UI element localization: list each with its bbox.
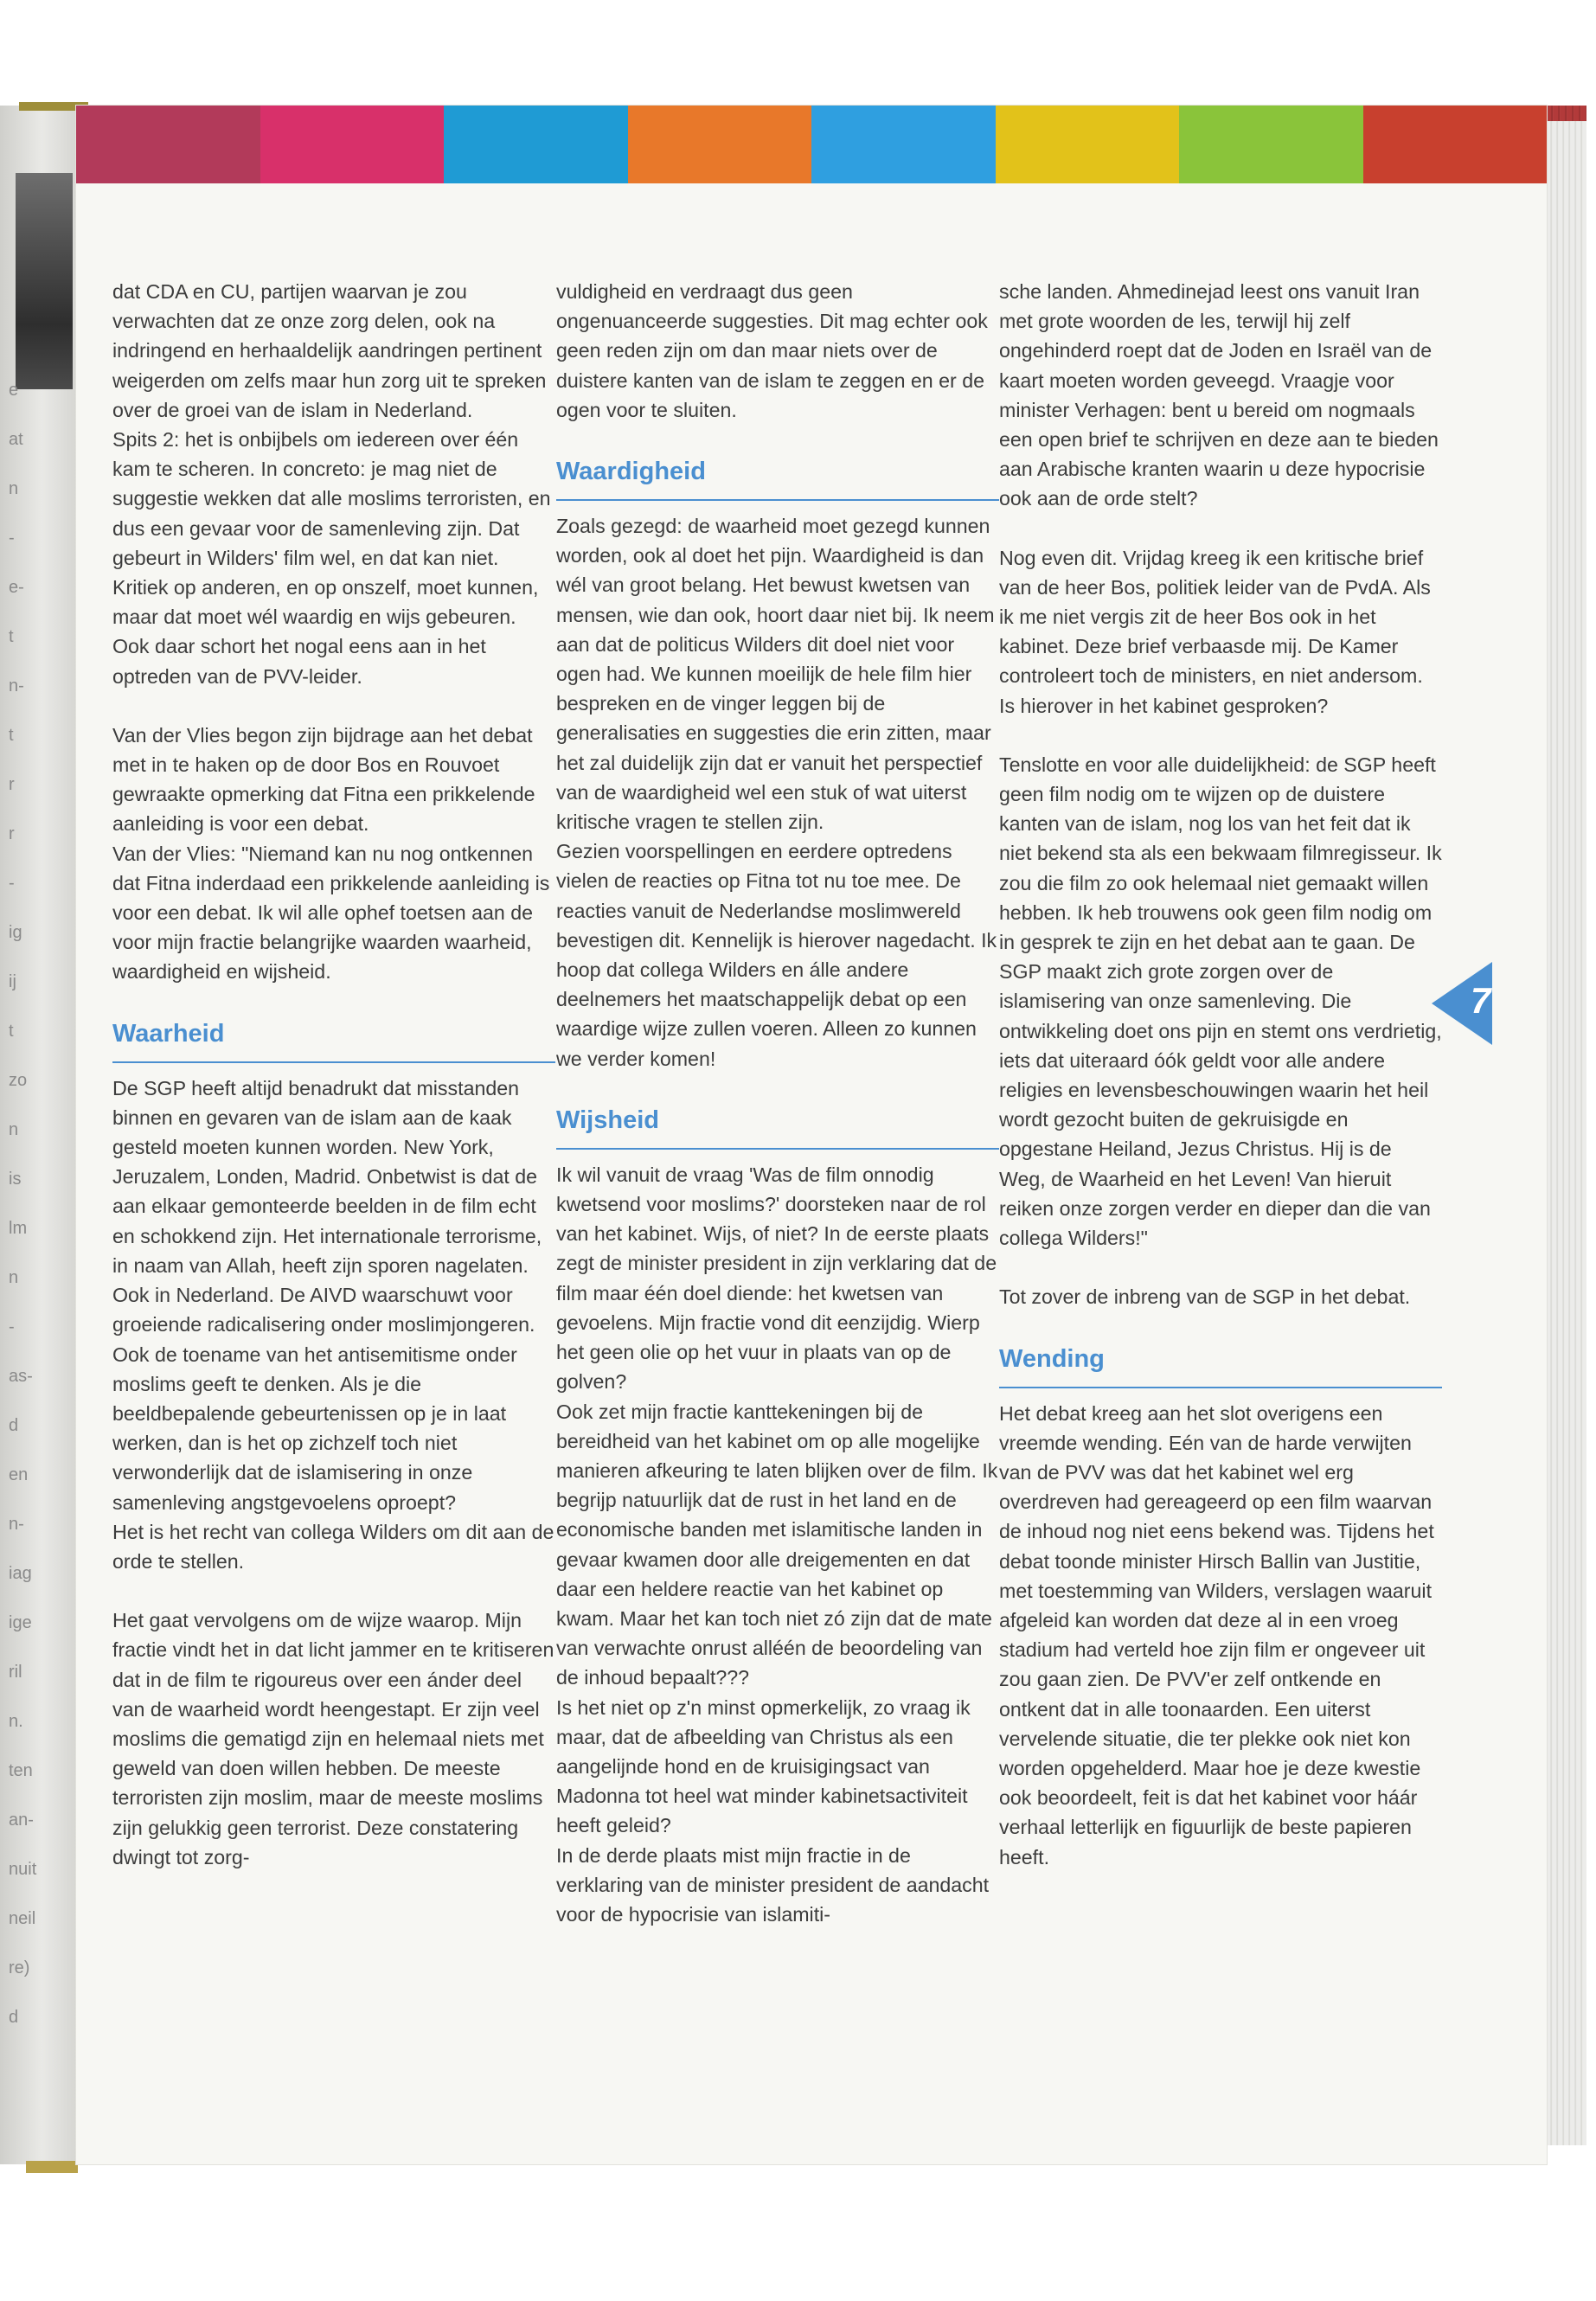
- margin-fragment: ige: [9, 1613, 32, 1632]
- color-strip-segment: [1179, 106, 1363, 183]
- margin-fragment: d: [9, 1416, 19, 1435]
- heading-rule: [112, 1061, 555, 1063]
- color-strip-segment: [811, 106, 996, 183]
- color-strip-segment: [996, 106, 1180, 183]
- margin-fragment: ig: [9, 923, 22, 942]
- paragraph: Het debat kreeg aan het slot overigens een vreemde wending. Eén van de harde verwijten van de PVV was dat het kabinet wel erg overdreven had gereageerd op een film waarvan de inhoud nog niet eens bekend was. Tijdens het debat toonde minister Hirsch Ballin van Justitie, met toestemming van Wilders, verslagen waaruit afgeleid kan worden dat deze al in een vroeg stadium had verteld hoe zijn film er ongeveer uit zou gaan zien. De PVV'er zelf ontkende en ontkent dat in alle toonaarden. Een uiterst vervelende situatie, die ter plekke ook niet kon worden opgehelderd. Maar hoe je deze kwestie ook beoordeelt, feit is dat het kabinet voor háár verhaal letterlijk en figuurlijk de beste papieren heeft.: [999, 1401, 1434, 1868]
- margin-fragment: -: [9, 1317, 15, 1336]
- paragraph: Tot zover de inbreng van de SGP in het debat.: [999, 1285, 1411, 1309]
- color-strip-segment: [260, 106, 445, 183]
- section-heading: Waarheid: [112, 1019, 225, 1048]
- margin-fragment: n.: [9, 1712, 23, 1731]
- paragraph: dat CDA en CU, partijen waarvan je zou verwachten dat ze onze zorg delen, ook na indringend en herhaaldelijk aandringen pertinent weigerden om zelfs maar hun zorg uit te spreken over de groei van de islam in Nederland. Spits 2: het is onbijbels om iedereen over één kam te scheren. In concreto: je mag niet de suggestie wekken dat alle moslims terroristen, en dus een gevaar voor de samenleving zijn. Dat gebeurt in Wilders' film wel, en dat kan niet. Kritiek op anderen, en op onszelf, moet kunnen, maar dat moet wél waardig en wijs gebeuren. Ook daar schort het nogal eens aan in het optreden van de PVV-leider.: [112, 280, 551, 688]
- paragraph: Tenslotte en voor alle duidelijkheid: de SGP heeft geen film nodig om te wijzen op de duistere kanten van de islam, nog los van het feit dat ik niet bekend sta als een bekwaam filmregisseur. Ik zou die film zo ook helemaal niet gemaakt willen hebben. Ik heb trouwens ook geen film nodig om in gesprek te zijn en het debat aan te gaan. De SGP maakt zich grote zorgen over de islamisering van onze samenleving. Die ontwikkeling doet ons pijn en stemt ons verdrietig, iets dat uiteraard óók geldt voor alle andere religies en levensbeschouwingen waarin het heil wordt gezocht buiten de gekruisigde en opgestane Heiland, Jezus Christus. Hij is de Weg, de Waarheid en het Leven! Van hieruit reiken onze zorgen verder en dieper dan die van collega Wilders!": [999, 753, 1442, 1250]
- margin-fragment: lm: [9, 1219, 28, 1238]
- margin-fragment: at: [9, 430, 23, 449]
- margin-fragment: n: [9, 479, 19, 498]
- margin-fragment: e: [9, 381, 19, 400]
- margin-fragment: iag: [9, 1564, 32, 1583]
- page-stack-edge: [1547, 121, 1586, 2145]
- margin-fragment: nuit: [9, 1860, 37, 1879]
- paragraph: Van der Vlies begon zijn bijdrage aan het debat met in te haken op de door Bos en Rouvoet gewraakte opmerking dat Fitna een prikkelende aanleiding is voor een debat. Van der Vlies: "Niemand kan nu nog ontkennen dat Fitna inderdaad een prikkelende aanleiding is voor een debat. Ik wil alle ophef toetsen aan de voor mijn fractie belangrijke waarden waarheid, waardigheid en wijsheid.: [112, 723, 550, 984]
- paragraph: Nog even dit. Vrijdag kreeg ik een kritische brief van de heer Bos, politiek leider van de PvdA. Als ik me niet vergis zit de heer Bos ook in het kabinet. Deze brief verbaasde mij. De Kamer controleert toch de ministers, en niet andersom. Is hierover in het kabinet gesproken?: [999, 546, 1431, 717]
- margin-fragment: e-: [9, 578, 24, 597]
- paragraph: sche landen. Ahmedinejad leest ons vanuit Iran met grote woorden de les, terwijl hij zelf ongehinderd roept dat de Joden en Israël van de kaart moeten worden geveegd. Vraagje voor minister Verhagen: bent u bereid om nogmaals een open brief te schrijven en deze aan te bieden aan Arabische kranten waarin u deze hypocrisie ook aan de orde stelt?: [999, 280, 1439, 510]
- article-column-1: [112, 277, 555, 1901]
- margin-fragment: re): [9, 1958, 30, 1977]
- article-column-3: [999, 277, 1442, 1901]
- margin-fragment: t: [9, 1022, 14, 1041]
- margin-fragment: n-: [9, 1515, 24, 1534]
- margin-fragment: n: [9, 1120, 19, 1139]
- paragraph: Zoals gezegd: de waarheid moet gezegd kunnen worden, ook al doet het pijn. Waardigheid is dan wél van groot belang. Het bewust kwetsen van mensen, wie dan ook, hoort daar niet bij. Ik neem aan dat de politicus Wilders dit doel niet voor ogen had. We kunnen moeilijk de hele film hier bespreken en de vinger leggen bij de generalisaties en suggesties die erin zitten, maar het zal duidelijk zijn dat er vanuit het perspectief van de waardigheid wel een stuk of wat uiterst kritische vragen te stellen zijn. Gezien voorspellingen en eerdere optredens vielen de reacties op Fitna tot nu toe mee. De reacties vanuit de Nederlandse moslimwereld bevestigen dit. Kennelijk is hierover nagedacht. Ik hoop dat collega Wilders en álle andere deelnemers het maatschappelijk debat op een waardige wijze zullen voeren. Alleen zo kunnen we verder komen!: [556, 515, 997, 1070]
- margin-fragment: n: [9, 1268, 19, 1287]
- margin-fragment: ril: [9, 1663, 22, 1682]
- heading-rule: [556, 499, 999, 501]
- color-strip-segment: [628, 106, 812, 183]
- book-cover-edge-bottom: [26, 2161, 78, 2173]
- margin-fragment: -: [9, 529, 15, 548]
- margin-fragment: n-: [9, 676, 24, 695]
- margin-fragment: en: [9, 1465, 29, 1484]
- margin-fragment: t: [9, 627, 14, 646]
- heading-rule: [999, 1387, 1442, 1388]
- section-heading: Waardigheid: [556, 458, 706, 486]
- paragraph: vuldigheid en verdraagt dus geen ongenuanceerde suggesties. Dit mag echter ook geen reden zijn om dan maar niets over de duistere kanten van de islam te zeggen en er de ogen voor te sluiten.: [556, 280, 988, 421]
- paragraph: Het gaat vervolgens om de wijze waarop. Mijn fractie vindt het in dat licht jammer en te kritiseren dat in de film te rigoureus over een ánder deel van de waarheid wordt heengestapt. Er zijn veel moslims die gematigd zijn en helemaal niets met geweld van doen willen hebben. De meeste terroristen zijn moslim, maar de meeste moslims zijn gelukkig geen terrorist. Deze constatering dwingt tot zorg-: [112, 1609, 554, 1868]
- margin-fragment: ten: [9, 1761, 33, 1780]
- section-heading: Wijsheid: [556, 1106, 659, 1134]
- page-number: 7: [1471, 980, 1491, 1021]
- previous-page-text-fragments: [9, 381, 43, 2028]
- margin-fragment: as-: [9, 1367, 33, 1386]
- margin-fragment: -: [9, 874, 15, 893]
- margin-fragment: r: [9, 775, 15, 794]
- margin-fragment: neil: [9, 1909, 36, 1928]
- heading-rule: [556, 1148, 999, 1150]
- margin-fragment: d: [9, 2008, 19, 2027]
- previous-page-photo: [16, 173, 73, 389]
- margin-fragment: r: [9, 824, 15, 843]
- paragraph: Ik wil vanuit de vraag 'Was de film onnodig kwetsend voor moslims?' doorsteken naar de rol van het kabinet. Wijs, of niet? In de eerste plaats zegt de minister president in zijn verklaring dat de film maar één doel diende: het kwetsen van gevoelens. Mijn fractie vond dit eenzijdig. Wierp het geen olie op het vuur in plaats van op de golven? Ook zet mijn fractie kanttekeningen bij de bereidheid van het kabinet om op alle mogelijke manieren afkeuring te laten blijken over de film. Ik begrijp natuurlijk dat de rust in het land en de economische banden met islamitische landen in gevaar kwamen door alle dreigementen en dat daar een heldere reactie van het kabinet op kwam. Maar het kan toch niet zó zijn dat de mate van verwachte onrust alléén de beoordeling van de inhoud bepaalt??? Is het niet op z'n minst opmerkelijk, zo vraag ik maar, dat de afbeelding van Christus als een aangelijnde hond en de kruisigingsact van Madonna tot heel wat minder kabinetsactiviteit heeft geleid? In de derde plaats mist mijn fractie in de verklaring van de minister president de aandacht voor de hypocrisie van islamiti-: [556, 1163, 998, 1926]
- section-heading: Wending: [999, 1344, 1105, 1373]
- margin-fragment: t: [9, 726, 14, 745]
- paragraph: De SGP heeft altijd benadrukt dat misstanden binnen en gevaren van de islam aan de kaak gesteld moeten kunnen worden. New York, Jeruzalem, Londen, Madrid. Onbetwist is dat de aan elkaar gemonteerde beelden in de film echt en schokkend zijn. Het internationale terrorisme, in naam van Allah, heeft zijn sporen nagelaten. Ook in Nederland. De AIVD waarschuwt voor groeiende radicalisering onder moslimjongeren. Ook de toename van het antisemitisme onder moslims geeft te denken. Als je die beeldbepalende gebeurtenissen op je in laat werken, dan is het op zichzelf toch niet verwonderlijk dat de islamisering in onze samenleving angstgevoelens oproept? Het is het recht van collega Wilders om dit aan de orde te stellen.: [112, 1076, 554, 1573]
- article-column-2: [556, 277, 999, 1958]
- color-strip-segment: [444, 106, 628, 183]
- color-strip: [76, 106, 1547, 183]
- margin-fragment: an-: [9, 1811, 34, 1830]
- margin-fragment: is: [9, 1170, 22, 1189]
- color-strip-segment: [1363, 106, 1548, 183]
- color-strip-segment: [76, 106, 260, 183]
- margin-fragment: ij: [9, 972, 16, 991]
- margin-fragment: zo: [9, 1071, 28, 1090]
